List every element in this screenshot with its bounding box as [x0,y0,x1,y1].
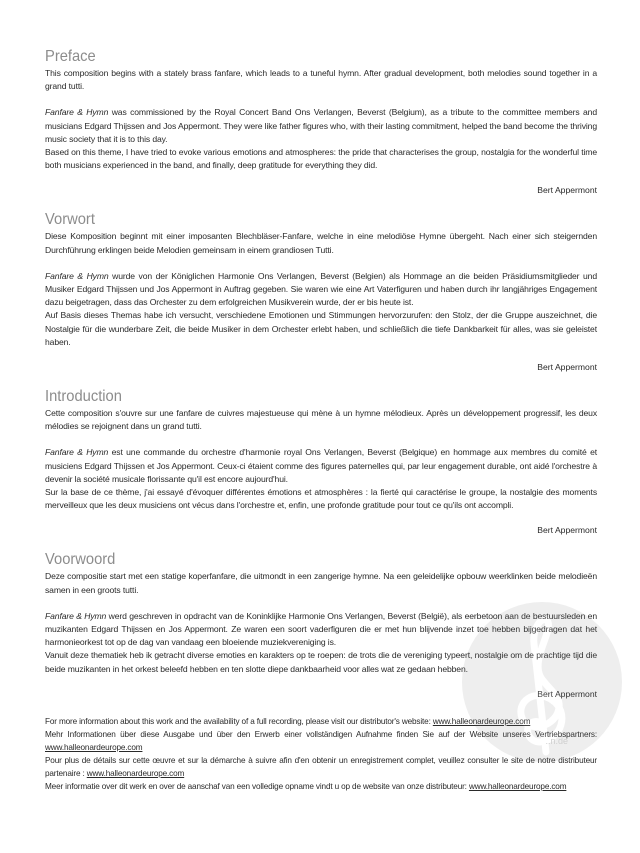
distributor-link[interactable]: www.halleonardeurope.com [432,716,531,726]
section-heading: Introduction [45,388,122,406]
document-page [45,48,597,793]
footer-line-nl: Meer informatie over dit werk en over de aanschaf van een volledige opname vindt u op de website van onze distributeur: www.halleonardeurope.com [45,781,567,791]
signature: Bert Appermont [537,362,597,373]
paragraph-intro: Cette composition s'ouvre sur une fanfare de cuivres majestueuse qui mène à un hymne mélodieux. Après un développement progressif, les deux mélodies se rejoignent dans un grand tutti. [45,408,597,432]
distributor-link[interactable]: www.halleonardeurope.com [45,742,143,752]
work-title: Fanfare & Hymn [45,447,109,458]
distributor-link[interactable]: www.halleonardeurope.com [468,781,567,791]
paragraph-commission [45,270,597,310]
section-preface [45,48,597,197]
paragraph-theme: Auf Basis dieses Themas habe ich versucht, verschiedene Emotionen und Stimmungen hervorzurufen: den Stolz, der die Gruppe auszeichnet, die Nostalgie für die wunderbare Zeit, die beide Musiker in dem Orchester erlebt haben, und schließlich die tiefe Dankbarkeit für alles, was sie geleistet haben. [45,310,597,347]
signature: Bert Appermont [537,185,597,196]
section-introduction [45,388,597,537]
section-heading: Preface [45,48,96,65]
watermark-text: ..n.de [545,736,568,746]
distributor-link[interactable]: www.halleonardeurope.com [86,768,185,778]
distributor-footer [45,715,597,793]
work-title: Fanfare & Hymn [45,107,109,118]
signature: Bert Appermont [537,688,597,699]
section-voorwoord [45,551,597,700]
paragraph-intro: This composition begins with a stately brass fanfare, which leads to a tuneful hymn. After gradual development, both melodies sound together in a grand tutti. [45,68,597,92]
paragraph-intro: Diese Komposition beginnt mit einer imposanten Blechbläser-Fanfare, welche in eine melodiöse Hymne übergeht. Nach einer sich steigernden Durchführung erklingen beide Melodien gemeinsam in einem grandiosen Tutti. [45,231,597,255]
signature: Bert Appermont [537,525,597,536]
paragraph-theme: Based on this theme, I have tried to evoke various emotions and atmospheres: the pride that characterises the group, nostalgia for the wonderful time both musicians experienced in the band, and finally, deep gratitude for everything they did. [45,147,597,171]
section-heading: Vorwort [45,211,95,229]
work-title: Fanfare & Hymn [45,610,107,621]
footer-line-de: Mehr Informationen über diese Ausgabe und über den Erwerb einer vollständigen Aufnahme finden Sie auf der Website unseres Vertriebspartners: www.halleonardeurope.com [45,729,597,752]
paragraph-text: was commissioned by the Royal Concert Band Ons Verlangen, Beverst (Belgium), as a tribute to the committee members and musicians Edgard Thijssen and Jos Appermont. They were like father figures who, with their lasting commitment, helped the band become the thriving music society that it is to this day. [45,107,597,144]
paragraph-theme: Sur la base de ce thème, j'ai essayé d'évoquer différentes émotions et atmosphères : la fierté qui caractérise le groupe, la nostalgie des moments merveilleux que les deux musiciens ont vécus dans l'orchestre et, enfin, une profonde gratitude pour tout ce qu'ils ont accompli. [45,487,597,511]
footer-line-en: For more information about this work and the availability of a full recording, please visit our distributor's website: www.halleonardeurope.com [45,716,531,726]
paragraph-text: est une commande du orchestre d'harmonie royal Ons Verlangen, Beverst (Belgique) en hommage aux membres du comité et musiciens Edgard Thijssen et Jos Appermont. Ceux-ci étaient comme des figures paternelles qui, par leur engagement durable, ont aidé l'orchestre à devenir la société musicale florissante qu'il est encore aujourd'hui. [45,447,597,484]
paragraph-commission [45,610,597,650]
paragraph-text: werd geschreven in opdracht van de Koninklijke Harmonie Ons Verlangen, Beverst (België), als eerbetoon aan de bestuursleden en muzikanten Edgard Thijssen en Jos Appermont. Ze waren een soort vaderfiguren die er met hun blijvende inzet toe hebben bijgedragen dat het harmonieorkest tot op de dag van vandaag een bloeiende muziekvereniging is. [45,610,597,648]
paragraph-commission [45,106,597,146]
paragraph-theme: Vanuit deze thematiek heb ik getracht diverse emoties en karakters op te roepen: de trots die de vereniging typeert, nostalgie om de prachtige tijd die beide muzikanten in het orkest beleefd hebben en ten slotte diepe dankbaarheid voor alles wat ze gedaan hebben. [45,650,597,674]
paragraph-intro: Deze compositie start met een statige koperfanfare, die uitmondt in een zangerige hymne. Na een geleidelijke opbouw weerklinken beide melodieën samen in een groots tutti. [45,571,597,595]
footer-line-fr: Pour plus de détails sur cette œuvre et sur la démarche à suivre afin d'en obtenir un enregistrement complet, veuillez consulter le site de notre distributeur partenaire : www.halleonardeurope.com [45,755,597,778]
section-vorwort [45,211,597,374]
paragraph-commission [45,446,597,486]
section-heading: Voorwoord [45,551,116,569]
paragraph-text: wurde von der Königlichen Harmonie Ons Verlangen, Beverst (Belgien) als Hommage an die beiden Präsidiumsmitglieder und Musiker Edgard Thijssen und Jos Appermont in Auftrag gegeben. Sie waren wie eine Art Vaterfiguren und haben durch ihr langjähriges Engagement dazu beigetragen, dass das Orchester zu dem erfolgreichen Musikverein wurde, der er bis heute ist. [45,270,597,308]
work-title: Fanfare & Hymn [45,270,109,281]
